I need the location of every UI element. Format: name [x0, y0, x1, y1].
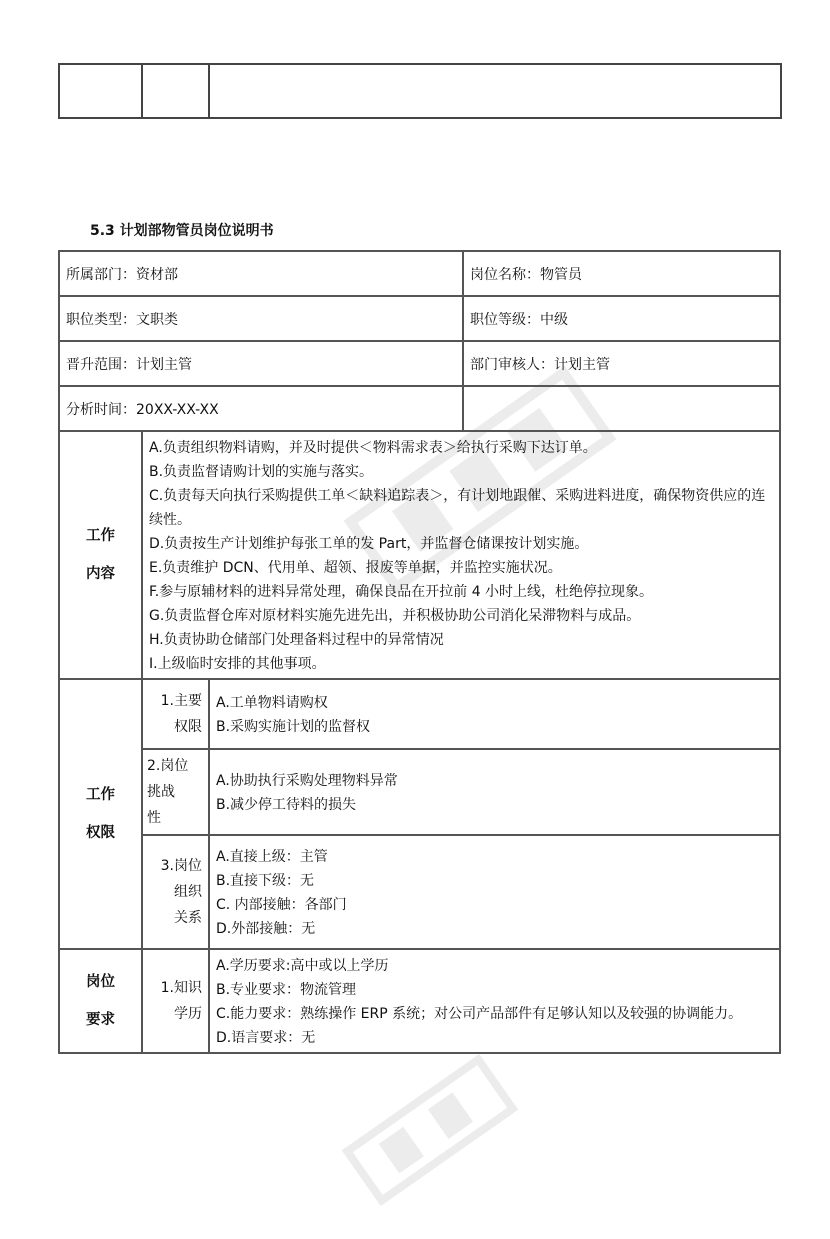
list-item: A.学历要求:高中或以上学历	[216, 958, 389, 974]
list-item: A.直接上级：主管	[216, 849, 328, 865]
table-cell	[59, 64, 142, 118]
label-line: 岗位	[86, 974, 115, 990]
label-line: 组织	[174, 884, 202, 900]
label-line: 工作	[86, 787, 115, 803]
list-item: B.直接下级：无	[216, 873, 315, 889]
table-row	[59, 64, 781, 118]
table-row	[59, 386, 780, 431]
previous-table-tail	[58, 63, 782, 119]
list-item: A.协助执行采购处理物料异常	[216, 773, 398, 789]
label-line: 要求	[86, 1012, 115, 1028]
list-item: A.负责组织物料请购，并及时提供＜物料需求表＞给执行采购下达订单。	[149, 440, 597, 456]
list-item: B.采购实施计划的监督权	[216, 719, 371, 735]
position-level-cell: 职位等级：中级	[463, 296, 780, 341]
label-line: 2.岗位	[147, 758, 189, 774]
knowledge-list	[209, 949, 780, 1053]
list-item: E.负责维护 DCN、代用单、超领、报废等单据，并监控实施状况。	[149, 560, 562, 576]
list-item: C.能力要求：熟练操作 ERP 系统；对公司产品部件有足够认知以及较强的协调能力。	[216, 1006, 743, 1022]
table-cell	[209, 64, 781, 118]
main-authority-label	[142, 679, 209, 749]
position-challenge-list	[209, 749, 780, 835]
dept-reviewer-cell: 部门审核人：计划主管	[463, 341, 780, 386]
position-name-cell: 岗位名称：物管员	[463, 251, 780, 296]
list-item: B.负责监督请购计划的实施与落实。	[149, 464, 374, 480]
label-line: 3.岗位	[160, 858, 202, 874]
table-row	[59, 749, 780, 835]
work-content-list	[142, 431, 780, 679]
table-cell	[142, 64, 209, 118]
list-item: C. 内部接触：各部门	[216, 897, 347, 913]
list-item: B.专业要求：物流管理	[216, 982, 357, 998]
org-relations-list	[209, 835, 780, 949]
list-item: F.参与原辅材料的进料异常处理，确保良品在开拉前 4 小时上线，杜绝停拉现象。	[149, 584, 654, 600]
list-item: D.负责按生产计划维护每张工单的发 Part，并监督仓储课按计划实施。	[149, 536, 589, 552]
work-authority-label	[59, 679, 142, 949]
table-row	[59, 296, 780, 341]
list-item: H.负责协助仓储部门处理备料过程中的异常情况	[149, 632, 444, 648]
position-challenge-label	[142, 749, 209, 835]
department-cell: 所属部门：资材部	[59, 251, 463, 296]
work-content-label	[59, 431, 142, 679]
job-requirements-label	[59, 949, 142, 1053]
label-line: 权限	[86, 825, 115, 841]
job-description-table	[58, 250, 781, 1054]
list-item: G.负责监督仓库对原材料实施先进先出，并积极协助公司消化呆滞物料与成品。	[149, 608, 641, 624]
label-line: 内容	[86, 566, 115, 582]
list-item: A.工单物料请购权	[216, 695, 328, 711]
label-line: 学历	[174, 1006, 202, 1022]
label-line: 性	[147, 810, 161, 826]
position-type-cell: 职位类型：文职类	[59, 296, 463, 341]
label-line: 挑战	[147, 784, 175, 800]
label-line: 1.主要	[160, 693, 202, 709]
table-row	[59, 679, 780, 749]
list-item: B.减少停工待料的损失	[216, 797, 357, 813]
list-item: D.外部接触：无	[216, 921, 316, 937]
main-authority-list	[209, 679, 780, 749]
table-row	[59, 949, 780, 1053]
table-row	[59, 341, 780, 386]
section-title: 5.3 计划部物管员岗位说明书	[90, 223, 274, 239]
knowledge-label	[142, 949, 209, 1053]
list-item: I.上级临时安排的其他事项。	[149, 656, 326, 672]
label-line: 1.知识	[160, 980, 202, 996]
analysis-time-cell: 分析时间：20XX-XX-XX	[59, 386, 463, 431]
empty-cell	[463, 386, 780, 431]
table-row	[59, 431, 780, 679]
promotion-scope-cell: 晋升范围：计划主管	[59, 341, 463, 386]
label-line: 关系	[174, 910, 202, 926]
list-item: D.语言要求：无	[216, 1030, 316, 1046]
table-row	[59, 251, 780, 296]
list-item: C.负责每天向执行采购提供工单＜缺料追踪表＞，有计划地跟催、采购进料进度，确保物资供应的连续性。	[149, 488, 766, 528]
label-line: 权限	[174, 719, 202, 735]
label-line: 工作	[86, 528, 115, 544]
table-row	[59, 835, 780, 949]
org-relations-label	[142, 835, 209, 949]
